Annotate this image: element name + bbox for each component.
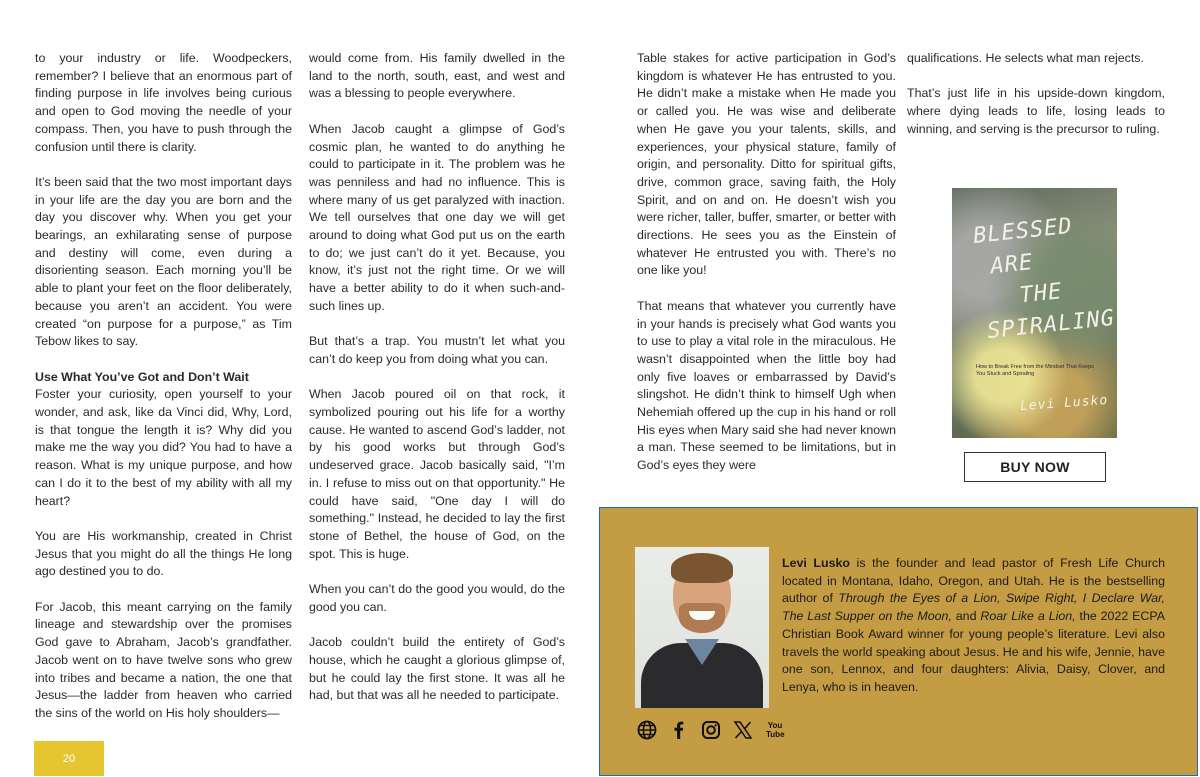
book-title-roar: Roar Like a Lion,	[980, 609, 1076, 624]
paragraph: When Jacob caught a glimpse of God’s cosmic plan, he wanted to do anything he could to participate in it. The problem was he was penniless and had no influence. This is where many of us get paralyzed with inaction. We tell ourselves that one day we will get around to doing what God put us on the earth to do; we just can’t do it yet. Because, you know, it’s just not the right time. Or we will have a better ability to do it when such-and-such lines up.	[309, 121, 565, 313]
section-heading: Use What You’ve Got and Don’t Wait	[35, 369, 249, 384]
text-column-2	[309, 50, 565, 723]
facebook-icon[interactable]	[669, 720, 689, 740]
paragraph: For Jacob, this meant carrying on the family lineage and stewardship over the promises God gave to Abraham, Jacob’s grandfather. Jacob went on to have twelve sons who grew into tribes and became a nation, the one that Jesus—the ladder from heaven who carried the sins of the world on His holy shoulders—	[35, 599, 292, 720]
paragraph: That’s just life in his upside-down kingdom, where dying leads to life, losing leads to winning, and serving is the precursor to ruling.	[907, 86, 1165, 136]
paragraph: You are His workmanship, created in Christ Jesus that you might do all the things He long ago destined you to do.	[35, 528, 292, 579]
author-bio-box	[599, 507, 1198, 776]
author-bio-text: Levi Lusko is the founder and lead pastor of Fresh Life Church located in Montana, Idaho, Oregon, and Utah. He is the bestselling author of Through the Eyes of a Lion, Swipe Right, I Declare War, The Last Supper on the Moon, and Roar Like a Lion, the 2022 ECPA Christian Book Award winner for young people’s literature. Levi also travels the world speaking about Jesus. He and his wife, Jennie, have one son, Lennox, and four daughters: Alivia, Daisy, Clover, and Lenya, who is in heaven.	[782, 556, 1165, 694]
book-title	[972, 208, 1115, 349]
book-author: Levi Lusko	[1019, 392, 1109, 415]
youtube-icon[interactable]: You Tube	[766, 721, 785, 739]
text-column-1	[35, 50, 292, 740]
globe-icon[interactable]	[637, 720, 657, 740]
text-column-3	[637, 50, 896, 493]
paragraph: Foster your curiosity, open yourself to your wonder, and ask, like da Vinci did, Why, Lord, is that tongue the length it is? Why did you make me the way you did? You had to have a reason. What is my unique purpose, and how can I do it to the best of my ability with all my heart?	[35, 387, 292, 508]
book-title-line: THE	[1018, 279, 1064, 309]
paragraph: would come from. His family dwelled in the land to the north, south, east, and west and was a blessing to people everywhere.	[309, 51, 565, 101]
paragraph: Jacob couldn’t build the entirety of God’s house, which he caught a glorious glimpse of, but he could lay the first stone. It was all he had, but that was all he needed to participate.	[309, 635, 565, 703]
book-title-line: SPIRALING	[985, 305, 1117, 345]
paragraph: qualifications. He selects what man rejects.	[907, 51, 1144, 65]
book-tagline: How to Break Free from the Mindset That Keeps You Stuck and Spiraling	[976, 364, 1094, 377]
book-titles: Through the Eyes of a Lion, Swipe Right, I Declare War, The Last Supper on the Moon,	[782, 591, 1165, 624]
x-icon[interactable]	[733, 720, 753, 740]
book-cover[interactable]	[952, 188, 1117, 438]
instagram-icon[interactable]	[701, 720, 721, 740]
buy-now-button[interactable]: BUY NOW	[964, 452, 1106, 482]
social-links	[637, 718, 785, 742]
author-photo	[635, 547, 769, 708]
paragraph: When you can’t do the good you would, do the good you can.	[309, 582, 565, 614]
paragraph: It’s been said that the two most important days in your life are the day you are born and the day you discover why. When you get your bearings, an exhilarating sense of purpose and destiny will come, even during a disorienting season. Each morning you’ll be able to plant your feet on the floor deliberately, because you aren’t an accident. You were created “on purpose for a purpose,” as Tim Tebow likes to say.	[35, 174, 292, 349]
paragraph: When Jacob poured oil on that rock, it symbolized pouring out his life for a worthy cause. He wanted to ascend God’s ladder, not by his good works but through God’s undeserved grace. Jacob basically said, "I’m in. I refuse to miss out on that opportunity." He could have said, "One day I will do something." Instead, he decided to lay the first stone of Bethel, the house of God, on the spot. This is huge.	[309, 387, 565, 561]
paragraph: to your industry or life. Woodpeckers, remember? I believe that an enormous part of finding purpose in life involves being curious and open to God moving the needle of your compass. Then, you have to push through the confusion until there is clarity.	[35, 51, 292, 154]
author-name: Levi Lusko	[782, 556, 850, 570]
paragraph: That means that whatever you currently have in your hands is precisely what God wants you to use to play a vital role in the miraculous. He wasn’t disappointed when the little boy had only five loaves or embarrassed by David’s slingshot. He didn’t think to himself Ugh when Nehemiah offered up the cup in his hand or roll His eyes when Mary said she had never known a man. These seemed to be limitations, but in God’s eyes they were	[637, 298, 896, 473]
book-title-line: BLESSED	[971, 213, 1074, 249]
paragraph: Table stakes for active participation in God’s kingdom is whatever He has entrusted to you. He didn’t make a mistake when He made you or called you. He was wise and deliberate when He gave you your talents, skills, and experiences, your physical stature, family of origin, and personality. Ditto for spiritual gifts, drive, common grace, saving faith, the Holy Spirit, and on and on. He doesn’t wish you were richer, taller, buffer, smarter, or better with directions. He sees you as the Einstein of whatever He entrusted you with. There’s no one like you!	[637, 51, 896, 278]
text-column-4	[907, 50, 1165, 156]
paragraph: But that’s a trap. You mustn’t let what you can’t do keep you from doing what you can.	[309, 334, 565, 366]
book-title-line: ARE	[989, 250, 1035, 280]
page-number: 20	[34, 741, 104, 776]
